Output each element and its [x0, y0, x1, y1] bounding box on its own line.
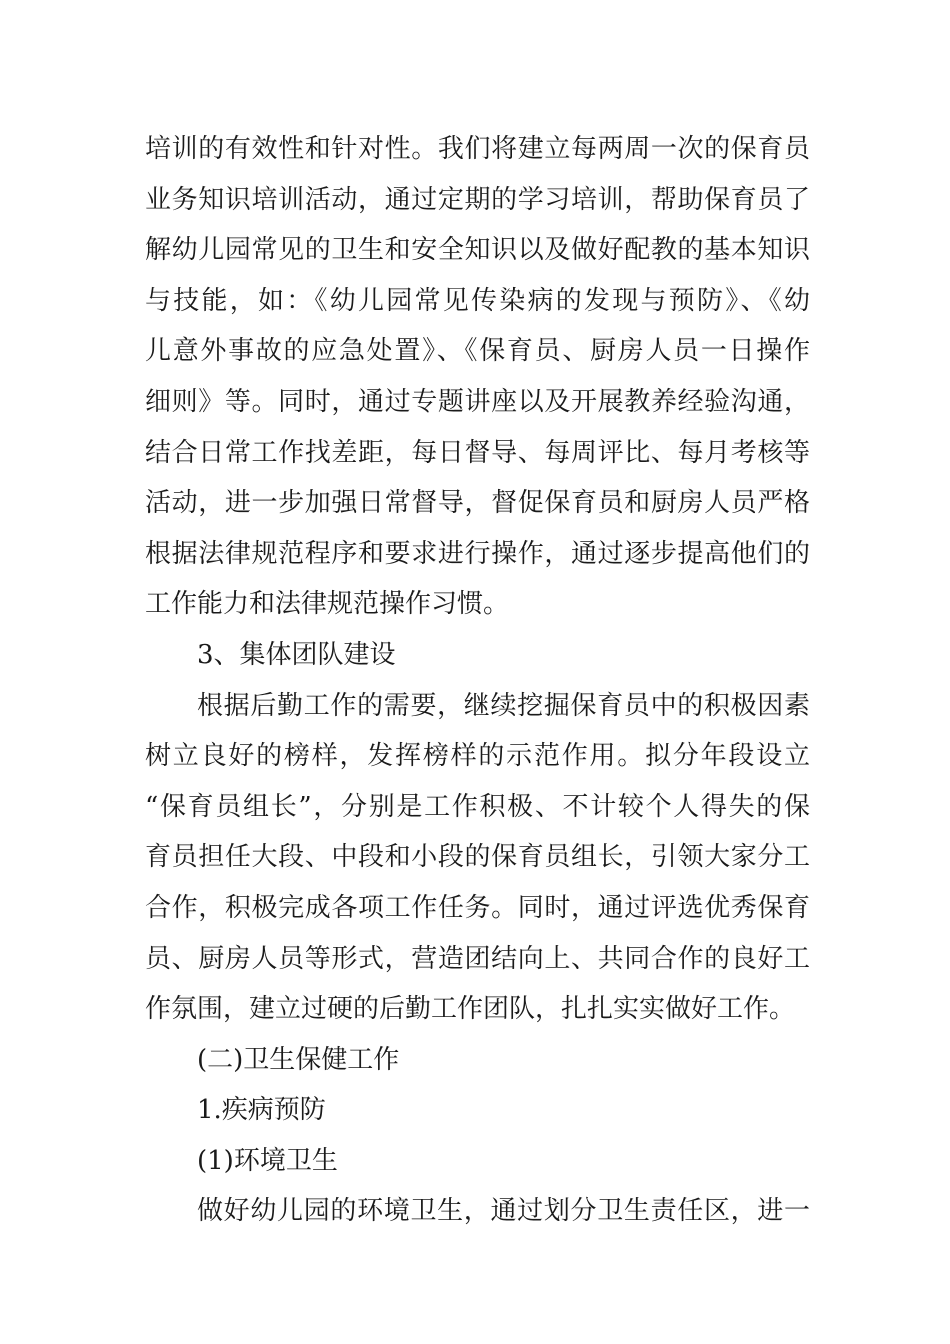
paragraph-line: 员、厨房人员等形式，营造团结向上、共同合作的良好工 [145, 943, 810, 974]
paragraph-line: 业务知识培训活动，通过定期的学习培训，帮助保育员了 [145, 184, 810, 215]
paragraph-line: 育员担任大段、中段和小段的保育员组长，引领大家分工 [145, 842, 810, 873]
paragraph-line: “保育员组长”，分别是工作积极、不计较个人得失的保 [145, 791, 810, 822]
paragraph-line: 与技能，如：《幼儿园常见传染病的发现与预防》、《幼 [145, 285, 810, 316]
paragraph-line: 解幼儿园常见的卫生和安全知识以及做好配教的基本知识 [145, 235, 810, 266]
document-body [145, 124, 810, 1237]
paragraph-line: 树立良好的榜样，发挥榜样的示范作用。拟分年段设立 [145, 741, 810, 772]
paragraph-line: 儿意外事故的应急处置》、《保育员、厨房人员一日操作 [145, 336, 810, 367]
subsection-heading: 1.疾病预防 [197, 1095, 326, 1126]
paragraph-line: 工作能力和法律规范操作习惯。 [145, 589, 510, 620]
paragraph-line: 活动，进一步加强日常督导，督促保育员和厨房人员严格 [145, 488, 810, 519]
subsection-heading: (1)环境卫生 [197, 1145, 338, 1176]
paragraph-line: 结合日常工作找差距，每日督导、每周评比、每月考核等 [145, 437, 810, 468]
paragraph-line: 合作，积极完成各项工作任务。同时，通过评选优秀保育 [145, 892, 810, 923]
paragraph-line: 根据法律规范程序和要求进行操作，通过逐步提高他们的 [145, 538, 810, 569]
paragraph-line: 细则》等。同时，通过专题讲座以及开展教养经验沟通， [145, 386, 810, 417]
paragraph-line: 做好幼儿园的环境卫生，通过划分卫生责任区，进一 [197, 1196, 810, 1227]
section-heading: (二)卫生保健工作 [197, 1044, 400, 1075]
paragraph-line: 根据后勤工作的需要，继续挖掘保育员中的积极因素 [197, 690, 810, 721]
paragraph-line: 培训的有效性和针对性。我们将建立每两周一次的保育员 [145, 134, 810, 164]
section-heading: 3、集体团队建设 [197, 639, 396, 670]
paragraph-line: 作氛围，建立过硬的后勤工作团队，扎扎实实做好工作。 [145, 994, 796, 1025]
